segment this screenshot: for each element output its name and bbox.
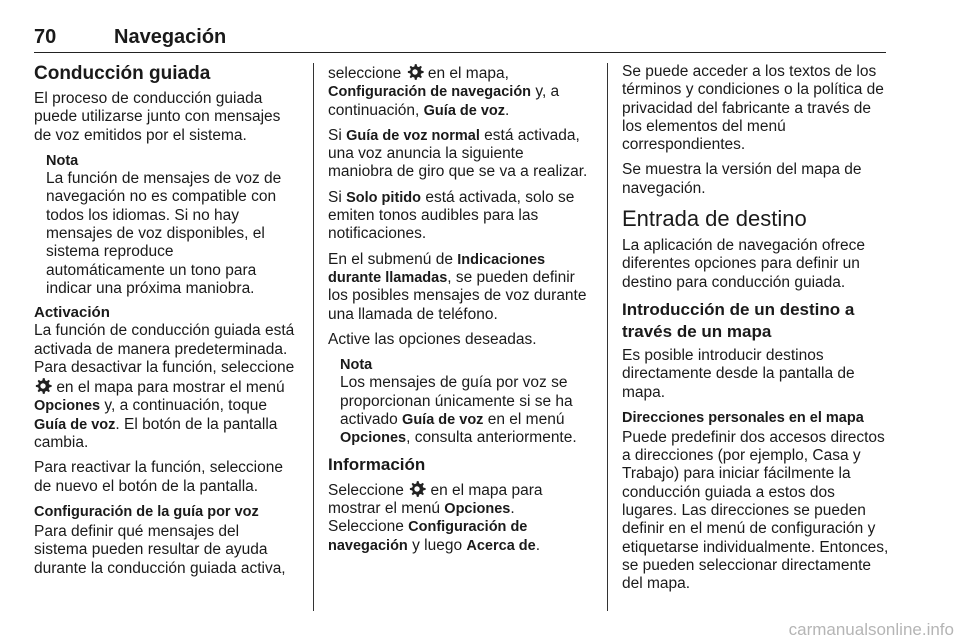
paragraph-guia-normal: Si Guía de voz normal está activada, una voz anuncia la siguiente maniobra de giro que se va a realizar. (328, 126, 588, 181)
heading-activacion: Activación (34, 304, 110, 322)
heading-conduccion-guiada: Conducción guiada (34, 63, 211, 84)
column-1 (34, 63, 296, 585)
note-text: La función de mensajes de voz de navegación no es compatible con todos los idiomas. Si no hay mensajes de voz disponibles, el sistema reproduce automáticamente un tono para indicar una próxima maniobra. (46, 170, 282, 297)
note-box (328, 356, 590, 447)
paragraph-version-mapa: Se muestra la versión del mapa de navegación. (622, 161, 862, 197)
paragraph-direcciones: Puede predefinir dos accesos directos a direcciones (por ejemplo, Casa y Trabajo) para iniciar fácilmente la conducción guiada a estos dos lugares. Las direcciones se pueden definir en el menú de configuración y etiquetarse individualmente. Entonces, se pueden seleccionar directamente del mapa. (622, 428, 889, 593)
heading-introduccion-mapa: Introducción de un destino a través de un mapa (622, 299, 855, 341)
paragraph-informacion: Seleccione en el mapa para mostrar el menú Opciones. Seleccione Configuración de navegación y luego Acerca de. (328, 481, 543, 554)
note-box (34, 152, 296, 298)
heading-configuracion-guia: Configuración de la guía por voz (34, 503, 259, 520)
heading-informacion: Información (328, 454, 426, 474)
paragraph-active-opciones: Active las opciones deseadas. (328, 330, 537, 348)
paragraph-indicaciones: En el submenú de Indicaciones durante llamadas, se pueden definir los posibles mensajes de voz durante una llamada de teléfono. (328, 250, 587, 323)
column-2 (328, 63, 590, 562)
section-title: Navegación (114, 26, 227, 48)
column-divider (607, 63, 608, 611)
paragraph-terminos: Se puede acceder a los textos de los términos y condiciones o la política de privacidad del fabricante a través de los elementos del menú correspondientes. (622, 63, 884, 154)
paragraph-entrada: La aplicación de navegación ofrece diferentes opciones para definir un destino para conducción guiada. (622, 237, 866, 291)
note-text: Los mensajes de guía por voz se proporcionan únicamente si se ha activado Guía de voz en el menú Opciones, consulta anteriormente. (340, 374, 577, 447)
note-title: Nota (46, 152, 79, 169)
watermark: carmanualsonline.info (788, 620, 954, 639)
gear-icon (34, 377, 52, 395)
paragraph-introduccion: Es posible introducir destinos directamente desde la pantalla de mapa. (622, 346, 855, 401)
page-number: 70 (34, 26, 57, 48)
paragraph-activacion: La función de conducción guiada está activada de manera predeterminada. Para desactivar la función, seleccione en el mapa para mostrar el menú Opciones y, a continuación, toque Guía de voz. El botón de la pantalla cambia. (34, 322, 295, 452)
column-3 (622, 63, 890, 601)
gear-icon (406, 63, 424, 81)
heading-entrada-destino: Entrada de destino (622, 206, 807, 232)
column-divider (313, 63, 314, 611)
paragraph-reactivar: Para reactivar la función, seleccione de nuevo el botón de la pantalla. (34, 459, 283, 495)
page-header (34, 26, 886, 53)
paragraph-solo-pitido: Si Solo pitido está activada, solo se emiten tonos audibles para las notificaciones. (328, 188, 575, 243)
gear-icon (408, 480, 426, 498)
paragraph-configuracion: Para definir qué mensajes del sistema pueden resultar de ayuda durante la conducción guiada activa, (34, 522, 286, 577)
paragraph-intro: El proceso de conducción guiada puede utilizarse junto con mensajes de voz emitidos por el sistema. (34, 90, 281, 144)
paragraph-seleccione: seleccione en el mapa, Configuración de navegación y, a continuación, Guía de voz. (328, 65, 560, 119)
heading-direcciones-personales: Direcciones personales en el mapa (622, 409, 864, 426)
note-title: Nota (340, 357, 373, 374)
